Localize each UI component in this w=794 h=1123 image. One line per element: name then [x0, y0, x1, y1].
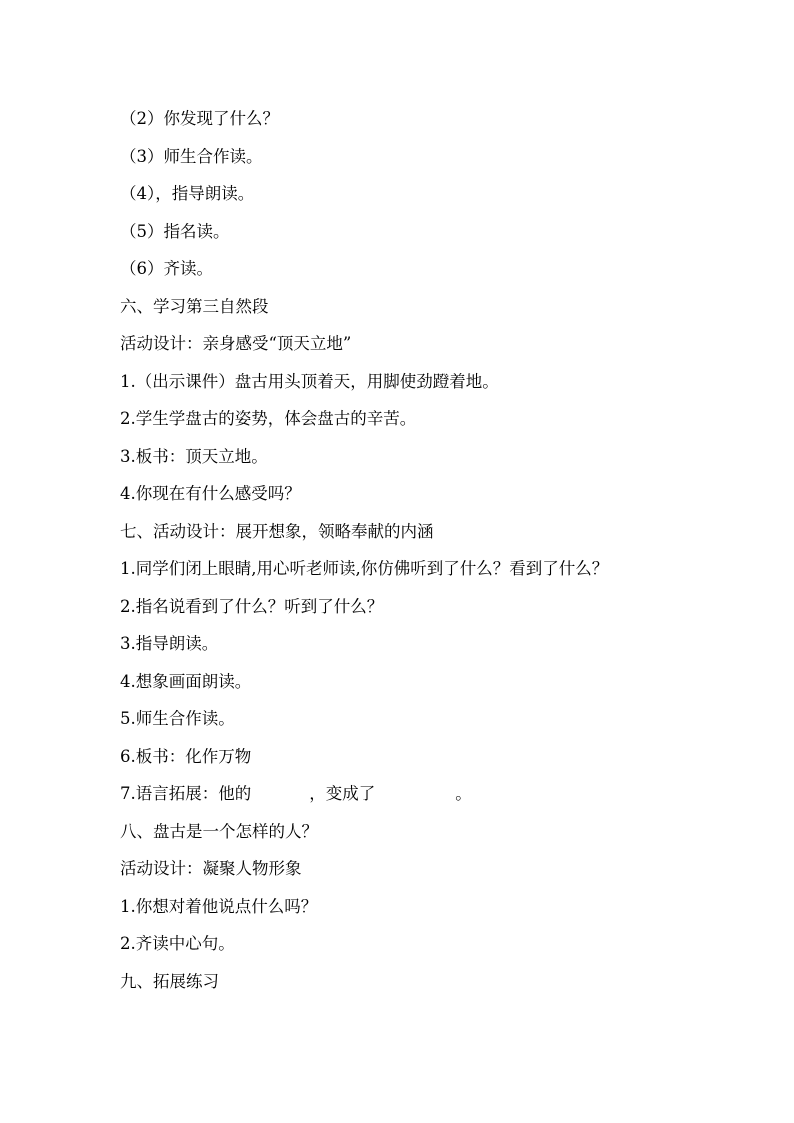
activity-design-line: 活动设计：凝聚人物形象 — [120, 859, 302, 878]
lesson-plan-content — [120, 105, 720, 1005]
fill-in-suffix: 。 — [455, 784, 472, 803]
text-line: 1.你想对着他说点什么吗？ — [120, 896, 318, 916]
text-line: 3.板书：顶天立地。 — [120, 446, 268, 466]
text-line: 2.学生学盘古的姿势，体会盘古的辛苦。 — [120, 409, 417, 428]
section-heading: 七、活动设计：展开想象，领略奉献的内涵 — [120, 521, 434, 541]
fill-in-prefix: 7.语言拓展：他的 — [120, 784, 252, 803]
text-line: 4.你现在有什么感受吗？ — [120, 484, 301, 503]
section-heading: 九、拓展练习 — [120, 971, 219, 991]
text-line: 6.板书：化作万物 — [120, 746, 252, 766]
text-line: 1.同学们闭上眼睛,用心听老师读,你仿佛听到了什么？看到了什么？ — [120, 559, 609, 578]
text-line: （5）指名读。 — [120, 221, 230, 241]
activity-design-line: 活动设计：亲身感受“顶天立地” — [120, 334, 352, 353]
text-line: 3.指导朗读。 — [120, 634, 219, 653]
text-line: 2.齐读中心句。 — [120, 934, 235, 953]
text-line: （3）师生合作读。 — [120, 146, 263, 166]
text-line: 5.师生合作读。 — [120, 709, 235, 728]
fill-in-middle: ，变成了 — [309, 784, 376, 803]
section-heading: 六、学习第三自然段 — [120, 296, 269, 316]
text-line: （2）你发现了什么？ — [120, 109, 279, 128]
section-heading: 八、盘古是一个怎样的人？ — [120, 821, 318, 841]
text-line: （6）齐读。 — [120, 259, 213, 278]
text-line: 1.（出示课件）盘古用头顶着天，用脚使劲蹬着地。 — [120, 371, 499, 391]
text-line: （4），指导朗读。 — [120, 184, 255, 203]
text-line: 4.想象画面朗读。 — [120, 671, 252, 691]
fill-in-line — [120, 780, 720, 818]
text-line: 2.指名说看到了什么？听到了什么？ — [120, 596, 384, 616]
